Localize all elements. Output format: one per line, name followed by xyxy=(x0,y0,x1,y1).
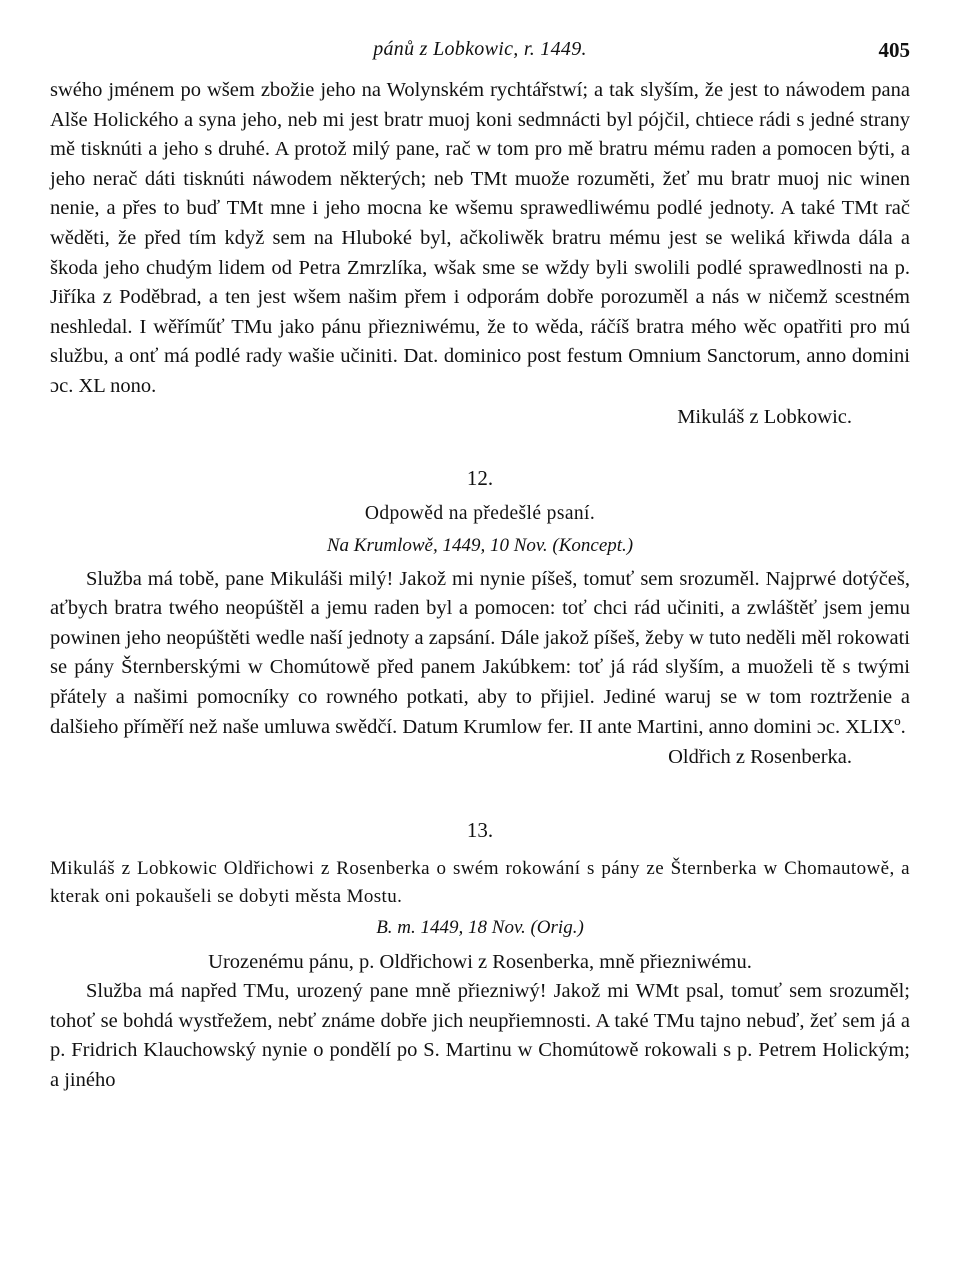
document-date-12 xyxy=(50,531,910,561)
date-line-13: B. m. 1449, 18 Nov. (Orig.) xyxy=(376,917,584,939)
document-number-12: 12. xyxy=(466,465,494,490)
document-number-13: 13. xyxy=(466,818,494,843)
running-header xyxy=(50,36,910,76)
continued-letter-text: swého jménem po wšem zbožie jeho na Wolynském rychtářstwí; a tak slyším, že jest to náwodem pana Alše Holického a syna jeho, neb mi jest bratr muoj koni sedmnácti byl pójčil, chtiece rádi s jedné strany mě tisknúti a jeho s druhé. A protož milý pane, rač w tom pro mě bratru mému raden a pomocen býti, a jeho nerač dáti tisknúti náwodem některých; neb TMt muože rozuměti, žeť mu bratr muoj nic winen nenie, a přes to buď TMt mne i jeho mocna ke wšemu sprawedliwému podlé jednoty. A také TMt rač wěděti, že před tím když sem na Hluboké byl, ačkoliwěk bratru mému jest se weliká křiwda dála a škoda jeho chudým lidem od Petra Zmrzlíka, wšak sme se wždy byli swolili podlé sprawedlnosti na p. Jiříka z Poděbrad, a ten jest wšem našim přem i odporám dobře porozuměl a nás w ničemž scestném neshledal. I wěříműť TMu jako pánu přiezniwému, že to wěda, ráčíš bratra mého wěc opatřiti pro mú službu, a onť má podlé rady wašie učiniti. Dat. dominico post festum Omnium Sanctorum, anno domini ɔc. XL nono. xyxy=(50,79,910,397)
document-date-13 xyxy=(50,913,910,943)
letter-address-13: Urozenému pánu, p. Oldřichowi z Rosenberka, mně přiezniwému. xyxy=(208,951,752,974)
date-line-12: Na Krumlowě, 1449, 10 Nov. (Koncept.) xyxy=(326,534,634,556)
letter-body-12: Služba má tobě, pane Mikuláši milý! Jakož mi nynie píšeš, tomuť sem srozuměl. Najprwé dotýčeš, aťbych bratra twého neopúštěl a jemu raden byl a pomocen: toť chci rád učiniti, a zwláštěť jsem jemu powinen jeho neopúštěti wedle naší jednoty a zapsání. Dále jakož píšeš, žeby w tuto neděli měl rokowati se pány Šternberskými w Chomútowě před panem Jakúbkem: toť já rád slyším, a muoželi tě s twými přátely a našimi pomocníky co rowného potkati, aby to přijiel. Jediné waruj se w tom roztrženie a dalšieho příměří než naše umluwa swědčí. Datum Krumlow fer. II ante Martini, anno domini ɔc. XLIXº. xyxy=(50,567,910,738)
book-page xyxy=(50,36,910,1095)
page-number: 405 xyxy=(878,38,910,62)
running-title: pánů z Lobkowic, r. 1449. xyxy=(373,38,587,60)
signature-rosenberk: Oldřich z Rosenberka. xyxy=(668,746,852,769)
signature-lobkowic: Mikuláš z Lobkowic. xyxy=(677,405,852,428)
document-summary-13: Mikuláš z Lobkowic Oldřichowi z Rosenberka o swém rokowání s pány ze Šternberka w Chomautowě, a kterak oni pokaušeli se dobyti města Mostu. xyxy=(50,858,910,908)
document-heading-12: Odpowěd na předešlé psaní. xyxy=(364,502,596,524)
letter-body-13: Služba má napřed TMu, urozený pane mně přiezniwý! Jakož mi WMt psal, tomuť sem srozuměl; tohoť se bohdá wystřežem, nebť známe dobře jich neupřiemnosti. A také TMu tajno nebuď, žeť sem já a p. Fridrich Klauchowský nynie o pondělí po S. Martinu w Chomútowě rokowali s p. Petrem Holickým; a jiného xyxy=(50,980,910,1091)
